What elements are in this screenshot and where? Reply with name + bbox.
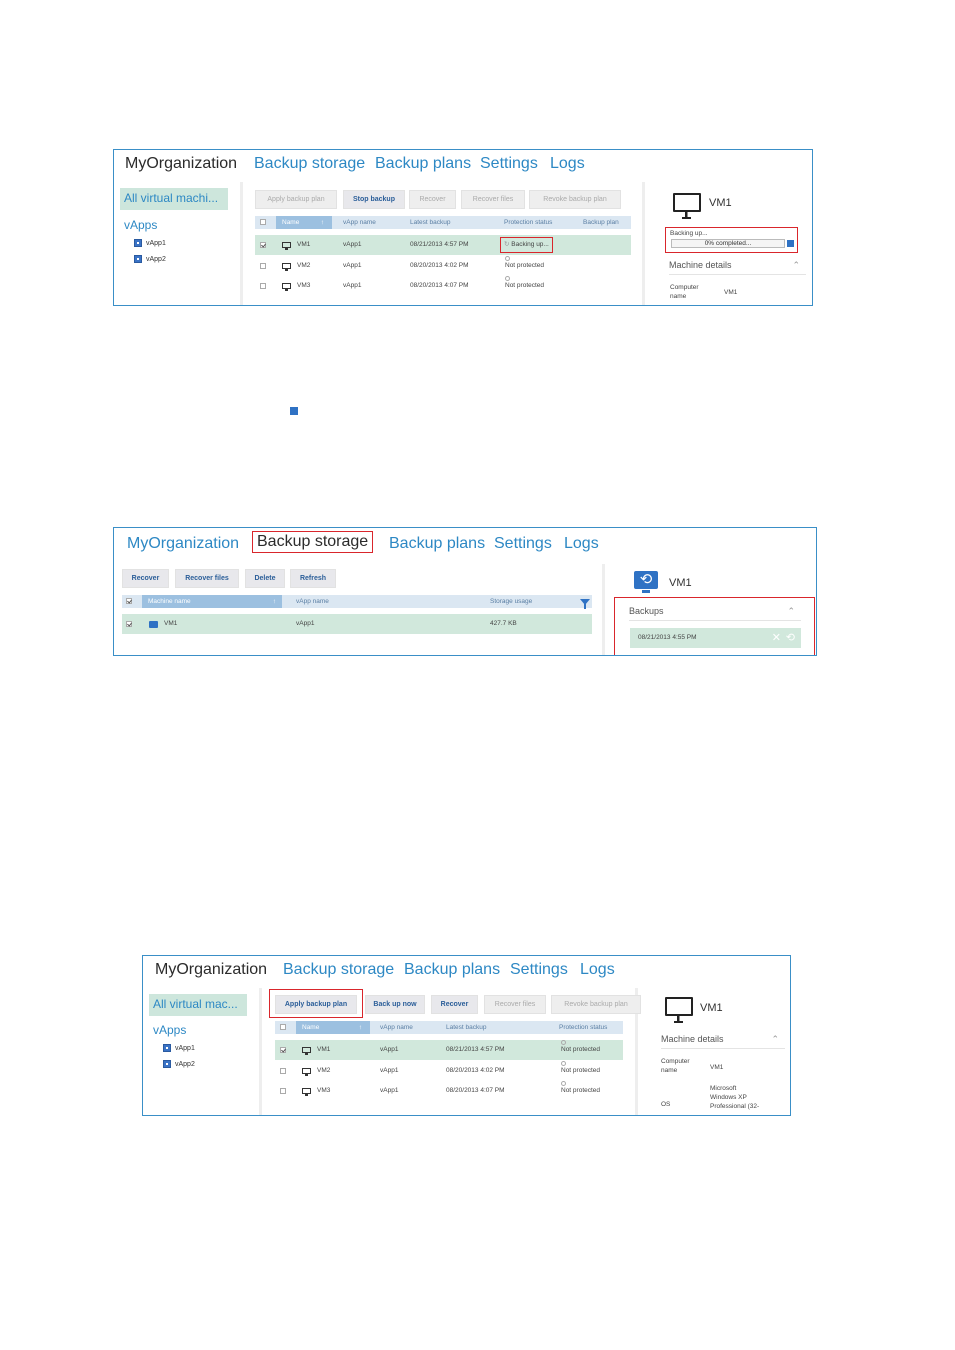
chevron-up-icon[interactable]: ⌃ — [771, 1034, 779, 1044]
recovery-icon — [149, 621, 158, 628]
chevron-up-icon[interactable]: ⌃ — [787, 606, 795, 616]
recover-files-button[interactable]: Recover files — [461, 190, 525, 209]
sidebar-vapps[interactable]: vApps — [153, 1023, 187, 1037]
column-latest-backup[interactable]: Latest backup — [410, 219, 451, 226]
stop-backup-button[interactable]: Stop backup — [343, 190, 405, 209]
table-row[interactable]: VM1 vApp1 08/21/2013 4:57 PM ↻ Backing up... — [255, 235, 631, 255]
column-protection-status[interactable]: Protection status — [504, 219, 553, 226]
nav-logs[interactable]: Logs — [580, 961, 615, 978]
table-row[interactable]: VM1 vApp1 427.7 KB — [122, 614, 592, 634]
row-checkbox[interactable] — [280, 1068, 286, 1074]
sidebar-vapps[interactable]: vApps — [124, 218, 158, 232]
divider — [602, 564, 605, 656]
table-row[interactable]: VM3 vApp1 08/20/2013 4:07 PM Not protected — [275, 1081, 623, 1101]
column-machine-name[interactable]: Machine name ↑ — [142, 595, 282, 608]
nav-org[interactable]: MyOrganization — [127, 535, 240, 552]
screenshot-backup-storage — [113, 527, 817, 656]
vapp-icon — [163, 1060, 171, 1068]
table-row[interactable]: VM3 vApp1 08/20/2013 4:07 PM Not protected — [255, 276, 631, 296]
nav-backup-plans[interactable]: Backup plans — [375, 155, 472, 172]
monitor-icon — [302, 1068, 311, 1074]
table-row[interactable]: VM2 vApp1 08/20/2013 4:02 PM Not protected — [255, 256, 631, 276]
backup-list-item[interactable]: 08/21/2013 4:55 PM ✕ ⟲ — [630, 628, 801, 648]
table-row[interactable]: VM1 vApp1 08/21/2013 4:57 PM Not protected — [275, 1040, 623, 1060]
column-backup-plan[interactable]: Backup plan — [583, 219, 619, 226]
chevron-up-icon[interactable]: ⌃ — [792, 260, 800, 270]
screenshot-apply-backup-plan — [142, 955, 791, 1116]
top-nav — [114, 528, 816, 558]
os-label: OS — [661, 1101, 671, 1108]
nav-settings[interactable]: Settings — [510, 961, 568, 978]
stop-icon[interactable] — [787, 240, 794, 247]
progress-label: Backing up... — [670, 230, 708, 237]
monitor-icon — [665, 997, 693, 1016]
nav-backup-plans[interactable]: Backup plans — [404, 961, 501, 978]
screenshot-backing-up — [113, 149, 813, 306]
computer-name-value: VM1 — [724, 289, 738, 296]
monitor-icon — [302, 1047, 311, 1053]
status-backing-up: ↻ Backing up... — [501, 238, 552, 252]
refresh-icon: ↻ — [504, 241, 510, 248]
backups-panel — [615, 598, 814, 655]
column-latest-backup[interactable]: Latest backup — [446, 1024, 487, 1031]
machine-details-header[interactable]: Machine details ⌃ — [669, 257, 806, 275]
refresh-button[interactable]: Refresh — [290, 569, 336, 588]
nav-settings[interactable]: Settings — [480, 155, 538, 172]
recover-button[interactable]: Recover — [431, 995, 478, 1014]
nav-org[interactable]: MyOrganization — [155, 961, 268, 978]
delete-icon[interactable]: ✕ — [771, 632, 781, 644]
column-name[interactable]: Name ↑ — [296, 1021, 370, 1034]
nav-org[interactable]: MyOrganization — [125, 155, 238, 172]
table-header — [255, 216, 631, 229]
monitor-icon — [673, 193, 701, 212]
revoke-backup-plan-button[interactable]: Revoke backup plan — [551, 995, 641, 1014]
computer-name-value: VM1 — [710, 1064, 724, 1071]
revoke-backup-plan-button[interactable]: Revoke backup plan — [529, 190, 621, 209]
progress-text: 0% completed... — [704, 240, 752, 247]
recover-files-button[interactable]: Recover files — [175, 569, 239, 588]
backups-header[interactable]: Backups ⌃ — [629, 603, 801, 621]
sidebar-item-vapp1[interactable]: vApp1 — [134, 239, 166, 247]
row-checkbox[interactable] — [126, 621, 132, 627]
column-name[interactable]: Name ↑ — [276, 216, 332, 229]
recovery-monitor-icon: ⟲ — [634, 571, 658, 589]
divider — [642, 182, 645, 306]
nav-backup-storage[interactable]: Backup storage — [283, 961, 395, 978]
delete-button[interactable]: Delete — [245, 569, 285, 588]
nav-logs[interactable]: Logs — [550, 155, 585, 172]
row-checkbox[interactable] — [260, 242, 266, 248]
top-nav — [143, 956, 790, 986]
nav-settings[interactable]: Settings — [494, 535, 552, 552]
row-checkbox[interactable] — [280, 1088, 286, 1094]
progress-bar — [671, 239, 785, 248]
sidebar-all-vms[interactable]: All virtual mac... — [149, 994, 247, 1016]
details-title: VM1 — [669, 577, 692, 589]
details-title: VM1 — [709, 197, 732, 209]
monitor-icon — [282, 242, 291, 248]
details-title: VM1 — [700, 1002, 723, 1014]
recover-button[interactable]: Recover — [409, 190, 456, 209]
nav-backup-storage[interactable]: Backup storage — [254, 155, 366, 172]
vapp-icon — [134, 255, 142, 263]
back-up-now-button[interactable]: Back up now — [365, 995, 425, 1014]
column-protection-status[interactable]: Protection status — [559, 1024, 608, 1031]
recover-files-button[interactable]: Recover files — [484, 995, 546, 1014]
nav-backup-plans[interactable]: Backup plans — [389, 535, 486, 552]
monitor-icon — [282, 283, 291, 289]
table-header — [275, 1021, 623, 1034]
sidebar-item-vapp2[interactable]: vApp2 — [134, 255, 166, 263]
sidebar-item-vapp1[interactable]: vApp1 — [163, 1044, 195, 1052]
sidebar-item-vapp2[interactable]: vApp2 — [163, 1060, 195, 1068]
computer-name-label: Computer name — [670, 284, 699, 300]
divider — [240, 182, 243, 306]
nav-logs[interactable]: Logs — [564, 535, 599, 552]
monitor-icon — [282, 263, 291, 269]
column-vapp-name[interactable]: vApp name — [380, 1024, 413, 1031]
table-header — [122, 595, 592, 608]
select-all-checkbox[interactable] — [280, 1024, 286, 1030]
sidebar-all-vms[interactable]: All virtual machi... — [120, 188, 228, 210]
row-checkbox[interactable] — [280, 1047, 286, 1053]
select-all-checkbox[interactable] — [126, 598, 132, 604]
select-all-checkbox[interactable] — [260, 219, 266, 225]
recover-button[interactable]: Recover — [122, 569, 169, 588]
stop-icon — [290, 407, 298, 415]
vapp-icon — [134, 239, 142, 247]
top-nav — [114, 150, 812, 180]
row-checkbox[interactable] — [260, 283, 266, 289]
divider — [259, 988, 262, 1116]
apply-backup-plan-button[interactable]: Apply backup plan — [255, 190, 337, 209]
os-value: Microsoft Windows XP Professional (32- — [710, 1085, 760, 1110]
recover-icon[interactable]: ⟲ — [785, 632, 795, 644]
vapp-icon — [163, 1044, 171, 1052]
table-row[interactable]: VM2 vApp1 08/20/2013 4:02 PM Not protected — [275, 1061, 623, 1081]
column-vapp-name[interactable]: vApp name — [296, 598, 329, 605]
backup-progress-panel — [666, 228, 797, 252]
computer-name-label: Computer name — [661, 1058, 690, 1074]
monitor-icon — [302, 1088, 311, 1094]
column-vapp-name[interactable]: vApp name — [343, 219, 376, 226]
column-storage-usage[interactable]: Storage usage — [490, 598, 533, 605]
apply-backup-plan-button[interactable]: Apply backup plan — [275, 995, 357, 1014]
filter-icon[interactable] — [580, 599, 590, 605]
nav-backup-storage[interactable]: Backup storage — [253, 532, 372, 552]
row-checkbox[interactable] — [260, 263, 266, 269]
machine-details-header[interactable]: Machine details ⌃ — [661, 1031, 785, 1049]
